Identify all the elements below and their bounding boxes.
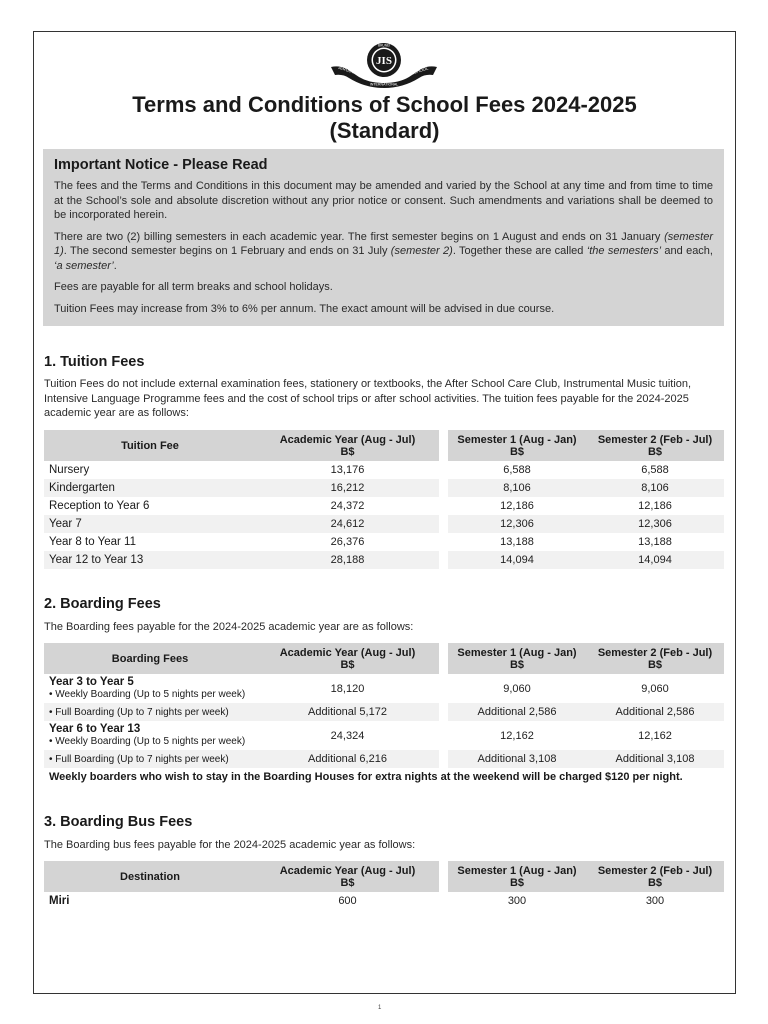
header-text: Semester 2 (Feb - Jul): [597, 433, 713, 446]
column-gap: [439, 861, 448, 892]
table-row: [44, 497, 724, 515]
academic-year-fee: 600: [338, 895, 357, 907]
semester-1-fee: 8,106: [448, 479, 586, 497]
bus-intro: The Boarding bus fees payable for the 2024-2025 academic year as follows:: [44, 839, 416, 851]
header-currency: B$: [340, 445, 355, 458]
table-row: [44, 703, 724, 721]
header-text: Semester 1 (Aug - Jan): [457, 646, 577, 659]
column-gap: [439, 892, 448, 910]
notice-p2-text: and each,: [661, 245, 713, 257]
header-currency: B$: [340, 658, 355, 671]
boarding-heading: 2. Boarding Fees: [44, 596, 161, 612]
row-label: [44, 750, 256, 768]
academic-year-fee: 16,212: [256, 479, 439, 497]
table-row: [44, 479, 724, 497]
academic-year-fee: 24,612: [256, 515, 439, 533]
column-gap: [439, 430, 448, 461]
academic-year-fee: Additional 6,216: [256, 750, 439, 768]
table-row: [44, 721, 724, 750]
row-label: [44, 721, 256, 750]
table-row: [44, 892, 724, 910]
semester-1-fee: 14,094: [448, 551, 586, 569]
semester-2-fee: 6,588: [641, 464, 669, 476]
academic-year-fee: Additional 5,172: [256, 703, 439, 721]
row-label: Miri: [49, 895, 70, 907]
semester-2-fee: 13,188: [638, 536, 672, 548]
notice-paragraph-1: The fees and the Terms and Conditions in this document may be amended and varied by the School at any time and from time to time at the School’s sole and absolute discretion without any prior notice or consent. Such amendments and variations shall be deemed to be incorporated herein.: [54, 180, 713, 221]
boarding-type-label: • Full Boarding (Up to 7 nights per week): [49, 707, 229, 718]
table-row: [44, 674, 724, 703]
page-number: 1: [378, 1005, 382, 1011]
academic-year-fee: 24,372: [330, 500, 365, 512]
semester-2-fee: 12,186: [638, 500, 672, 512]
notice-p2-semester1: (semester 1): [54, 230, 713, 257]
column-gap: [439, 551, 448, 569]
table-row: [44, 533, 724, 551]
header-text: Academic Year (Aug - Jul): [279, 433, 416, 446]
semester-1-fee: 12,306: [448, 515, 586, 533]
row-label: Reception to Year 6: [49, 500, 150, 512]
logo-text-top: BRUNEI: [377, 43, 391, 48]
semester-2-fee: 300: [645, 895, 665, 907]
tuition-heading: 1. Tuition Fees: [44, 354, 145, 370]
semester-1-fee: 12,162: [500, 729, 534, 742]
notice-heading: Important Notice - Please Read: [54, 157, 268, 173]
notice-p2-semester2: (semester 2): [390, 245, 453, 257]
semester-1-fee: 6,588: [503, 464, 531, 476]
notice-paragraph-3: Fees are payable for all term breaks and school holidays.: [54, 281, 333, 293]
column-gap: [439, 643, 448, 674]
row-label: Year 8 to Year 11: [49, 536, 136, 548]
semester-2-fee: 12,162: [638, 729, 672, 742]
boarding-intro: The Boarding fees payable for the 2024-2025 academic year are as follows:: [44, 621, 414, 633]
academic-year-fee: 13,176: [330, 464, 365, 476]
academic-year-fee: 26,376: [330, 536, 365, 548]
bus-col-header: Destination: [44, 861, 256, 892]
header-currency: B$: [647, 445, 663, 458]
notice-p2-text: There are two (2) billing semesters in each academic year. The first semester begins on 1 August and ends on 31 January: [54, 230, 665, 243]
table-row: [44, 750, 724, 768]
bus-col-header: [256, 861, 439, 892]
notice-paragraph-4: Tuition Fees may increase from 3% to 6% per annum. The exact amount will be advised in due course.: [54, 302, 555, 315]
boarding-col-header: Boarding Fees: [44, 643, 256, 674]
tuition-col-header: [586, 430, 724, 461]
semester-2-fee: 14,094: [586, 551, 724, 569]
academic-year-fee: 28,188: [256, 551, 439, 569]
column-gap: [439, 533, 448, 551]
title-line-2: (Standard): [329, 118, 440, 143]
page-title: [33, 92, 736, 144]
year-group-label: Year 6 to Year 13: [49, 723, 141, 735]
boarding-fee-table: [44, 643, 724, 768]
column-gap: [439, 479, 448, 497]
bus-col-header: [448, 861, 586, 892]
semester-1-fee: 9,060: [503, 682, 531, 695]
notice-p2-text: .: [113, 259, 117, 272]
academic-year-fee: 24,324: [330, 729, 365, 742]
header-currency: B$: [647, 876, 663, 889]
notice-p2-text: . Together these are called: [452, 245, 587, 257]
semester-2-fee: Additional 2,586: [586, 703, 724, 721]
header-text: Academic Year (Aug - Jul): [279, 646, 416, 659]
weekend-boarding-note: Weekly boarders who wish to stay in the Boarding Houses for extra nights at the weekend will be charged $120 per night.: [49, 771, 683, 783]
semester-2-fee: 12,306: [586, 515, 724, 533]
semester-1-fee: 13,188: [500, 536, 534, 548]
header-currency: B$: [509, 876, 525, 889]
notice-p2-the-semesters: ‘the semesters’: [586, 245, 662, 257]
semester-1-fee: Additional 2,586: [448, 703, 586, 721]
table-row: [44, 551, 724, 569]
row-label: [44, 674, 256, 703]
bus-fee-table: [44, 861, 724, 910]
tuition-col-header: [256, 430, 439, 461]
semester-2-fee: 9,060: [641, 682, 669, 695]
bus-heading: 3. Boarding Bus Fees: [44, 814, 193, 830]
title-line-1: Terms and Conditions of School Fees 2024-2025: [132, 92, 637, 117]
tuition-intro: Tuition Fees do not include external examination fees, stationery or textbooks, the After School Care Club, Instrumental Music tuition, Intensive Language Programme fees and the cost of school trips or after school activities. The tuition fees payable for the 2024-2025 academic year are as follows:: [44, 378, 692, 419]
bus-col-header: [586, 861, 724, 892]
row-label: Year 12 to Year 13: [44, 551, 256, 569]
semester-1-fee: 300: [507, 895, 527, 907]
row-label: Year 7: [44, 515, 256, 533]
column-gap: [439, 721, 448, 750]
header-text: Semester 1 (Aug - Jan): [457, 433, 577, 446]
header-currency: B$: [509, 445, 525, 458]
notice-p2-a-semester: ‘a semester’: [54, 259, 114, 272]
notice-paragraph-2: [54, 230, 713, 274]
logo-text-left: JERUDONG: [337, 64, 362, 77]
column-gap: [439, 674, 448, 703]
semester-1-fee: Additional 3,108: [448, 750, 586, 768]
boarding-type-label: • Weekly Boarding (Up to 5 nights per week): [49, 736, 246, 747]
header-currency: B$: [647, 658, 663, 671]
tuition-col-header: Tuition Fee: [44, 430, 256, 461]
boarding-col-header: [586, 643, 724, 674]
boarding-col-header: [256, 643, 439, 674]
tuition-fee-table: [44, 430, 724, 569]
row-label: Kindergarten: [44, 479, 256, 497]
row-label: Nursery: [49, 464, 90, 476]
column-gap: [439, 497, 448, 515]
important-notice-box: [43, 149, 724, 326]
table-row: [44, 515, 724, 533]
header-text: Semester 2 (Feb - Jul): [597, 646, 713, 659]
logo-monogram: JIS: [376, 55, 392, 67]
notice-p2-text: . The second semester begins on 1 February and ends on 31 July: [63, 245, 391, 257]
semester-2-fee: Additional 3,108: [586, 750, 724, 768]
year-group-label: Year 3 to Year 5: [49, 676, 134, 688]
boarding-col-header: [448, 643, 586, 674]
academic-year-fee: 18,120: [330, 682, 365, 695]
table-row: [44, 461, 724, 479]
column-gap: [439, 461, 448, 479]
header-currency: B$: [340, 876, 355, 889]
boarding-type-label: • Weekly Boarding (Up to 5 nights per week): [49, 689, 246, 700]
logo-text-right: SCHOOL: [410, 65, 429, 76]
header-text: Semester 1 (Aug - Jan): [457, 864, 577, 877]
row-label: [44, 703, 256, 721]
school-logo: [329, 41, 439, 89]
column-gap: [439, 750, 448, 768]
tuition-col-header: [448, 430, 586, 461]
header-currency: B$: [509, 658, 525, 671]
logo-text-bottom: INTERNATIONAL: [369, 82, 399, 87]
semester-1-fee: 12,186: [500, 500, 534, 512]
column-gap: [439, 703, 448, 721]
header-text: Academic Year (Aug - Jul): [279, 864, 416, 877]
column-gap: [439, 515, 448, 533]
header-text: Semester 2 (Feb - Jul): [597, 864, 713, 877]
semester-2-fee: 8,106: [586, 479, 724, 497]
boarding-type-label: • Full Boarding (Up to 7 nights per week): [49, 754, 229, 765]
